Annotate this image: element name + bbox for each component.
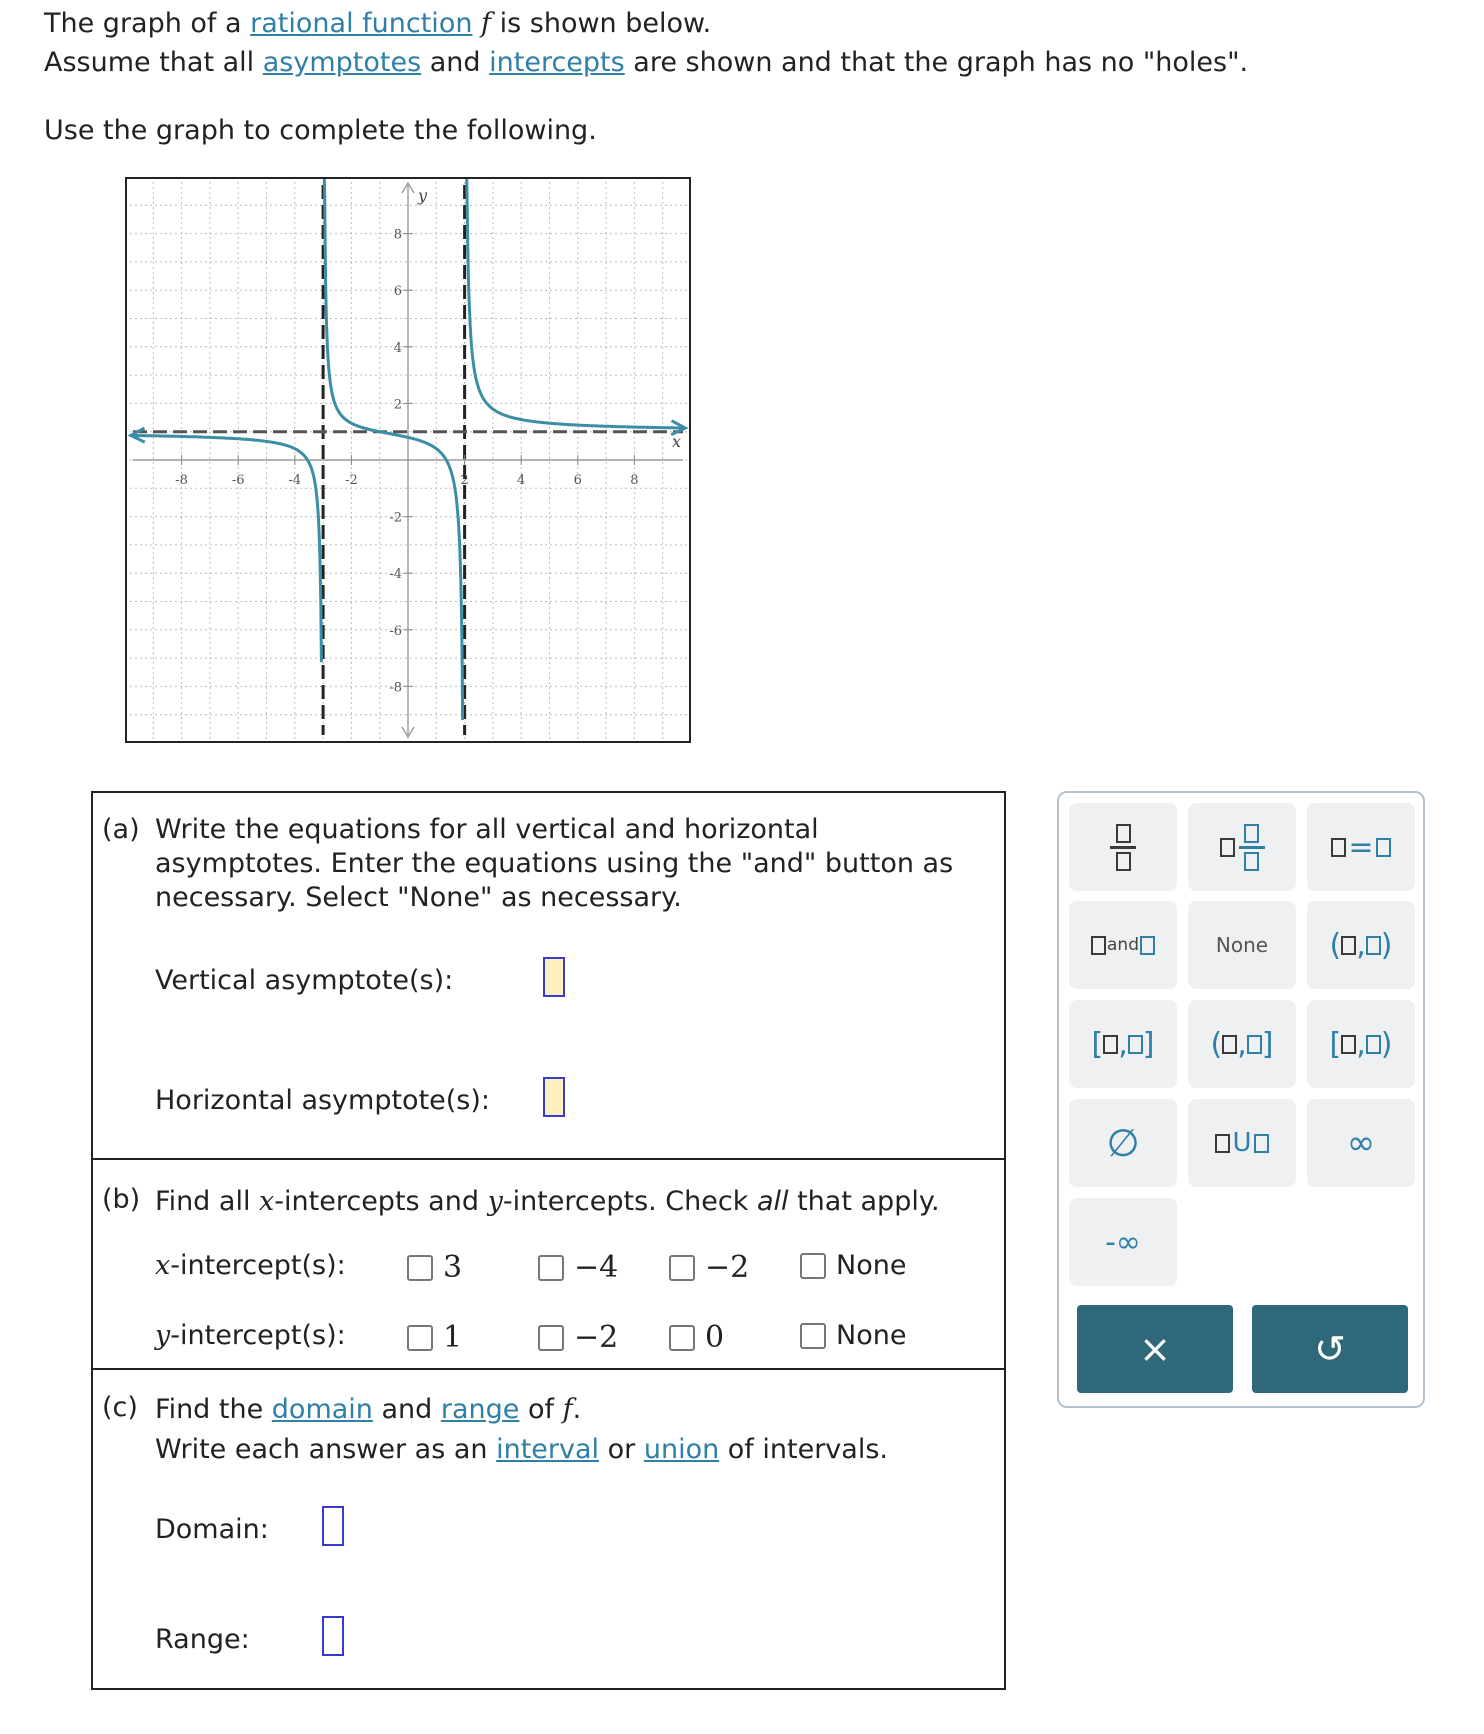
and-label: and (1107, 935, 1139, 955)
text: -intercepts. Check (502, 1186, 757, 1217)
intro-text: are shown and that the graph has no "holes". (624, 47, 1249, 78)
y-tick-label: -8 (389, 680, 402, 696)
ticks (175, 228, 638, 696)
empty-set-button[interactable]: ∅ (1069, 1099, 1177, 1187)
intro-text: and (421, 47, 490, 78)
y-intercept-label (155, 1320, 346, 1351)
checkbox[interactable] (538, 1325, 564, 1351)
y-intercept-option-1[interactable] (407, 1320, 462, 1355)
var-y: y (487, 1186, 503, 1217)
y-tick-label: 2 (393, 397, 402, 413)
text: that apply. (788, 1186, 940, 1217)
option-label: −4 (574, 1250, 619, 1285)
open-interval-button[interactable]: ( , ) (1307, 901, 1415, 989)
y-tick-label: 4 (393, 340, 402, 356)
fraction-button[interactable] (1069, 803, 1177, 891)
text: Find all (155, 1186, 260, 1217)
link-domain[interactable]: domain (271, 1394, 373, 1425)
y-tick-label: -4 (389, 567, 402, 583)
comma: , (1237, 1026, 1247, 1062)
checkbox[interactable] (538, 1255, 564, 1281)
checkbox[interactable] (407, 1325, 433, 1351)
part-a-box (91, 791, 1006, 1160)
part-a-line-2: asymptotes. Enter the equations using the "and" button as (155, 848, 954, 879)
link-intercepts[interactable]: intercepts (489, 47, 625, 78)
var-f: f (481, 8, 492, 39)
option-label: −2 (574, 1320, 619, 1355)
option-label: 1 (443, 1320, 463, 1355)
part-b-label: (b) (102, 1184, 141, 1215)
math-palette (1057, 791, 1425, 1408)
text: . (572, 1394, 582, 1425)
option-label: 0 (705, 1320, 725, 1355)
text: of (519, 1394, 563, 1425)
y-intercept-option-none[interactable] (800, 1320, 906, 1351)
text: Find the (155, 1394, 272, 1425)
link-union[interactable]: union (643, 1434, 720, 1465)
x-tick-label: -6 (231, 473, 245, 488)
checkbox[interactable] (800, 1323, 826, 1349)
text: of intervals. (719, 1434, 888, 1465)
right-branch (467, 177, 683, 428)
y-tick-label: -6 (389, 623, 402, 639)
y-axis-label: y (418, 186, 428, 205)
vertical-asymptote-label: Vertical asymptote(s): (155, 965, 454, 996)
text: Write each answer as an (155, 1434, 497, 1465)
part-c-box (91, 1368, 1006, 1690)
axes (133, 183, 683, 737)
part-c-line-1 (155, 1392, 581, 1427)
part-c-line-2 (155, 1432, 888, 1467)
vertical-asymptote-input[interactable] (543, 957, 565, 997)
y-intercept-option-neg2[interactable] (538, 1320, 618, 1355)
text: or (599, 1434, 644, 1465)
right-open-interval-button[interactable]: [ , ) (1307, 1000, 1415, 1088)
link-range[interactable]: range (440, 1394, 520, 1425)
link-asymptotes[interactable]: asymptotes (262, 47, 422, 78)
comma: , (1118, 1026, 1128, 1062)
horizontal-asymptote-input[interactable] (543, 1077, 565, 1117)
undo-button[interactable]: ↺ (1252, 1305, 1408, 1393)
checkbox[interactable] (669, 1255, 695, 1281)
x-tick-label: -8 (175, 473, 188, 488)
option-label: None (836, 1250, 907, 1281)
link-rational-function[interactable]: rational function (250, 8, 473, 39)
left-open-interval-button[interactable]: ( , ] (1188, 1000, 1296, 1088)
intro-line-2 (44, 43, 1248, 83)
text: -intercept(s): (170, 1250, 346, 1281)
x-axis-label: x (672, 432, 682, 451)
clear-button[interactable]: × (1077, 1305, 1233, 1393)
y-tick-label: 6 (393, 284, 402, 300)
checkbox[interactable] (669, 1325, 695, 1351)
intro-text: Assume that all (44, 47, 263, 78)
intro-line-1 (44, 4, 711, 44)
y-tick-label: 8 (393, 227, 402, 243)
domain-input[interactable] (322, 1506, 344, 1546)
union-button[interactable] (1188, 1099, 1296, 1187)
text: -intercepts and (274, 1186, 488, 1217)
part-a-label: (a) (102, 814, 140, 845)
part-c-label: (c) (102, 1392, 138, 1423)
horizontal-asymptote-label: Horizontal asymptote(s): (155, 1085, 491, 1116)
part-b-instructions (155, 1184, 940, 1219)
var-x: x (259, 1186, 275, 1217)
range-label: Range: (155, 1624, 250, 1655)
intro-line-3: Use the graph to complete the following. (44, 115, 597, 146)
x-tick-label: -4 (288, 473, 302, 488)
closed-interval-button[interactable]: [ , ] (1069, 1000, 1177, 1088)
text: -intercept(s): (170, 1320, 346, 1351)
x-intercept-option-3[interactable] (407, 1250, 462, 1285)
equals-button[interactable] (1307, 803, 1415, 891)
x-intercept-label (155, 1250, 346, 1281)
intro-text: is shown below. (491, 8, 712, 39)
option-label: None (836, 1320, 907, 1351)
union-symbol: U (1232, 1128, 1252, 1158)
x-tick-label: 4 (517, 473, 526, 488)
comma: , (1356, 927, 1366, 963)
range-input[interactable] (322, 1616, 344, 1656)
x-intercept-option-neg2[interactable] (669, 1250, 749, 1285)
var-y: y (155, 1320, 171, 1351)
option-label: 3 (443, 1250, 463, 1285)
text: and (372, 1394, 441, 1425)
and-button[interactable] (1069, 901, 1177, 989)
infinity-button[interactable]: ∞ (1307, 1099, 1415, 1187)
checkbox[interactable] (407, 1255, 433, 1281)
comma: , (1356, 1026, 1366, 1062)
x-intercept-option-none[interactable] (800, 1250, 906, 1281)
var-x: x (155, 1250, 171, 1281)
y-intercept-option-0[interactable] (669, 1320, 724, 1355)
y-tick-label: -2 (389, 510, 402, 526)
domain-label: Domain: (155, 1514, 269, 1545)
x-tick-label: 6 (573, 473, 582, 488)
negative-infinity-button[interactable]: -∞ (1069, 1198, 1177, 1286)
option-label: −2 (705, 1250, 750, 1285)
rational-function-graph (125, 177, 691, 743)
var-f: f (562, 1394, 573, 1425)
text-all: all (756, 1186, 789, 1217)
x-tick-label: -2 (345, 473, 358, 488)
x-tick-label: 2 (460, 473, 469, 488)
part-b-box (91, 1158, 1006, 1370)
none-button[interactable]: None (1188, 901, 1296, 989)
part-a-line-1: Write the equations for all vertical and horizontal (155, 814, 819, 845)
x-intercept-option-neg4[interactable] (538, 1250, 618, 1285)
intro-text: The graph of a (44, 8, 251, 39)
checkbox[interactable] (800, 1253, 826, 1279)
link-interval[interactable]: interval (496, 1434, 600, 1465)
left-branch (134, 436, 322, 663)
part-a-line-3: necessary. Select "None" as necessary. (155, 882, 682, 913)
mixed-number-button[interactable] (1188, 803, 1296, 891)
equals-symbol: = (1348, 829, 1374, 865)
x-tick-label: 8 (630, 473, 639, 488)
